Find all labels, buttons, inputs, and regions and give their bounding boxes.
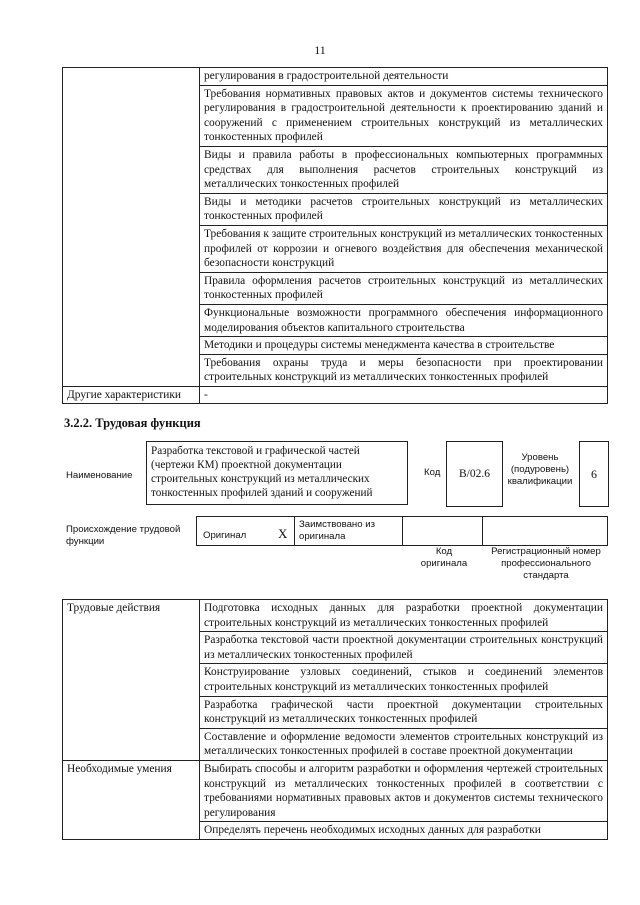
actions-table [62,599,608,840]
table-row [63,386,608,404]
knowledge-item: Правила оформления расчетов строительных конструкций из металлических тонкостенных профилей [200,272,608,304]
page-number: 11 [314,43,326,57]
table-row [63,68,608,86]
other-characteristics-value: - [200,386,608,404]
original-label: Оригинал [203,530,247,541]
section-heading: 3.2.2. Трудовая функция [64,416,201,430]
other-characteristics-label: Другие характеристики [63,386,200,404]
actions-label: Трудовые действия [63,600,200,761]
skill-item: Выбирать способы и алгоритм разработки и оформления чертежей строительных конструкций из металлических тонкостенных профилей в соответствии с требованиями нормативных правовых актов и документов системы технического регулирования [200,760,608,821]
level-label: Уровень (подуровень) квалификации [507,452,573,487]
knowledge-table [62,67,608,404]
reg-number-caption: Регистрационный номер профессионального стандарта [491,546,601,581]
origin-divider [294,516,295,545]
function-name-box [146,441,408,505]
knowledge-item: Требования к защите строительных конструкций из металлических тонкостенных профилей от коррозии и огневого воздействия для обеспечения механической безопасности конструкций [200,225,608,272]
origin-label: Происхождение трудовой функции [66,524,181,547]
action-item: Подготовка исходных данных для разработки проектной документации строительных конструкций из металлических тонкостенных профилей [200,600,608,632]
skill-item: Определять перечень необходимых исходных данных для разработки [200,822,608,840]
action-item: Разработка графической части проектной документации строительных конструкций из металлических тонкостенных профилей [200,696,608,728]
code-value: B/02.6 [459,468,490,480]
empty-label-cell [63,68,200,387]
action-item: Составление и оформление ведомости элементов строительных конструкций из металлических тонкостенных профилей в составе проектной документации [200,728,608,760]
knowledge-item: Функциональные возможности программного обеспечения информационного моделирования объектов капитального строительства [200,304,608,336]
level-box [579,441,609,507]
table-row [63,600,608,632]
knowledge-item: Виды и методики расчетов строительных конструкций из металлических тонкостенных профилей [200,193,608,225]
knowledge-item: Методики и процедуры системы менеджмента качества в строительстве [200,337,608,355]
skills-label: Необходимые умения [63,760,200,839]
origin-divider [482,516,483,545]
code-original-caption: Код оригинала [420,546,468,569]
code-box [446,441,503,507]
knowledge-item: Виды и правила работы в профессиональных компьютерных программных средствах для выполнения расчетов строительных конструкций из металлических тонкостенных профилей [200,146,608,193]
code-label: Код [424,467,441,478]
original-mark: X [278,526,288,541]
knowledge-item: Требования нормативных правовых актов и документов системы технического регулирования в градостроительной деятельности к проектированию зданий и сооружений с применением строительных конструкций из металлических тонкостенных профилей [200,85,608,146]
knowledge-item: Требования охраны труда и меры безопасности при проектировании строительных конструкций из металлических тонкостенных профилей [200,354,608,386]
table-row [63,760,608,821]
knowledge-item: регулирования в градостроительной деятельности [200,68,608,86]
function-name: Разработка текстовой и графической частей (чертежи КМ) проектной документации строительных конструкций из металлических тонкостенных профилей зданий и сооружений [151,445,373,499]
action-item: Разработка текстовой части проектной документации строительных конструкций из металлических тонкостенных профилей [200,632,608,664]
action-item: Конструирование узловых соединений, стыков и соединений элементов строительных конструкций из металлических тонкостенных профилей [200,664,608,696]
borrowed-label: Заимствовано из оригинала [299,519,375,542]
origin-divider [402,516,403,545]
name-label: Наименование [66,470,133,481]
level-value: 6 [591,466,597,481]
